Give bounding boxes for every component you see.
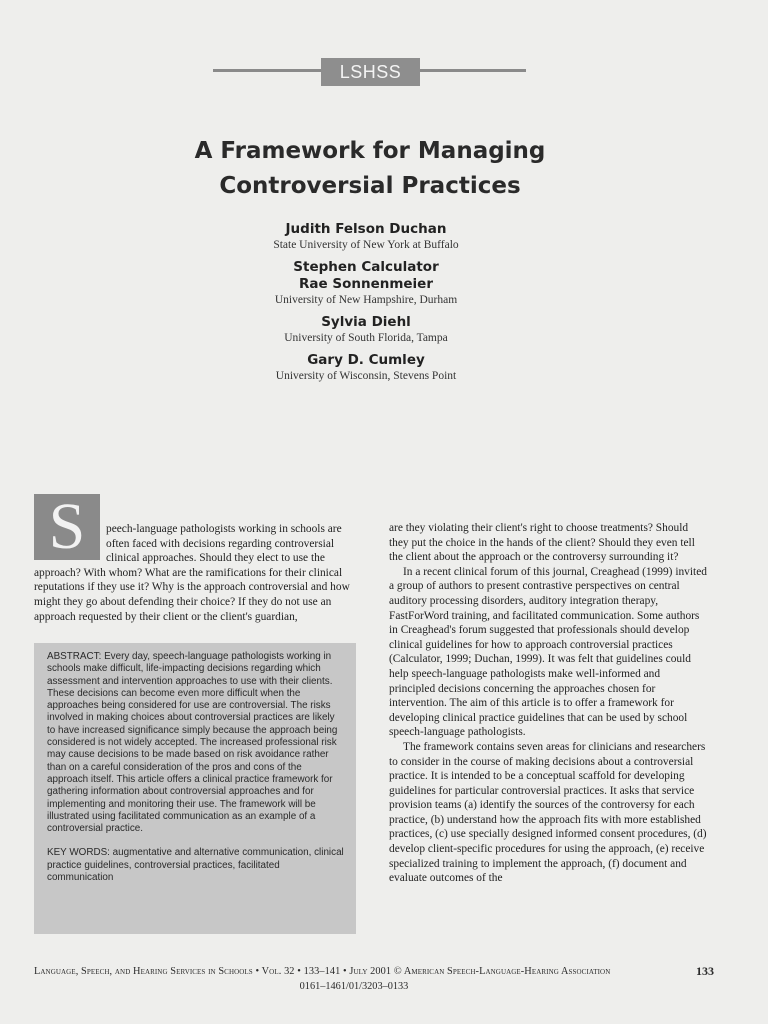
author-name: Gary D. Cumley (307, 352, 425, 368)
dropcap-letter: S (34, 494, 100, 560)
title-line-2: Controversial Practices (219, 173, 521, 199)
author-affiliation: University of Wisconsin, Stevens Point (275, 370, 457, 382)
journal-badge: LSHSS (321, 58, 420, 86)
intro-paragraph: peech-language pathologists working in schools are often faced with decisions regarding controversial clinical approaches. Should they elect to use the approach? With whom? What are the ramifications for their clinical reputations if they use it? Why is the approach controversial and how might they go about defending their choice? If they do not use an approach requested by their client or the client's guardian, (34, 523, 350, 623)
issn-line: 0161–1461/01/3203–0133 (299, 981, 409, 992)
author-affiliation: State University of New York at Buffalo (273, 239, 459, 251)
banner-rule-right (420, 69, 526, 72)
author-list (160, 221, 572, 390)
body-paragraph: are they violating their client's right to choose treatments? Should they put the choice in the hands of the client? Should they even tell the client about the approach or the controversy surrounding it? (389, 522, 695, 564)
left-column (34, 490, 356, 624)
page-number: 133 (696, 964, 714, 978)
author-name: Sylvia Diehl (321, 314, 411, 330)
banner-rule-left (213, 69, 321, 72)
title-line-1: A Framework for Managing (194, 138, 546, 164)
abstract-text: ABSTRACT: Every day, speech-language pathologists working in schools make difficult, life-impacting decisions regarding which assessment and intervention approaches to use with their clients. These decisions can become even more difficult when the approaches being considered for use are controversial. The risks involved in making choices about controversial practices are likely to have increased significance simply because the approach being considered is not widely accepted. The increased professional risk may cause decisions to be made based on risk avoidance rather than on a careful consideration of the pros and cons of the approach itself. This article offers a clinical practice framework for gathering information about controversial approaches and for implementing and monitoring their use. The framework will be illustrated using facilitated communication as an example of a controversial practice. (47, 651, 338, 835)
author-name: Rae Sonnenmeier (298, 276, 433, 292)
article-title (120, 134, 620, 204)
keywords: KEY WORDS: augmentative and alternative communication, clinical practice guidelines, controversial practices, facilitated communication (47, 847, 344, 884)
abstract-box (34, 643, 356, 934)
body-paragraph: In a recent clinical forum of this journal, Creaghead (1999) invited a group of authors to present contrastive perspectives on central auditory processing disorders, auditory integration therapy, FastForWord training, and facilitated communication. Some authors in Creaghead's forum suggested that professionals should develop clinical guidelines for how to approach controversial practices (Calculator, 1999; Duchan, 1999). It was felt that guidelines could help speech-language pathologists make well-informed and principled decisions concerning the approaches chosen for intervention. The aim of this article is to offer a framework for developing clinical practice guidelines that can be used by school speech-language pathologists. (389, 565, 707, 739)
author-affiliation: University of New Hampshire, Durham (274, 294, 458, 306)
right-column (389, 521, 709, 886)
author-affiliation: University of South Florida, Tampa (284, 332, 448, 344)
body-paragraph: The framework contains seven areas for clinicians and researchers to consider in the course of making decisions about a controversial practice. It is intended to be a conceptual scaffold for developing guidelines for particular controversial practices. It asks that service provision teams (a) identify the sources of the controversy for each practice, (b) understand how the approach fits with more established practices, (c) use specially designed informed consent procedures, (d) develop client-specific procedures for using the approach, (e) receive specialized training to implement the approach, (f) document and evaluate outcomes of the (389, 740, 707, 885)
author-name: Judith Felson Duchan (285, 221, 447, 237)
author-name: Stephen Calculator (293, 259, 439, 275)
journal-citation: Language, Speech, and Hearing Services in Schools • Vol. 32 • 133–141 • July 2001 © American Speech-Language-Hearing Association (34, 966, 611, 977)
